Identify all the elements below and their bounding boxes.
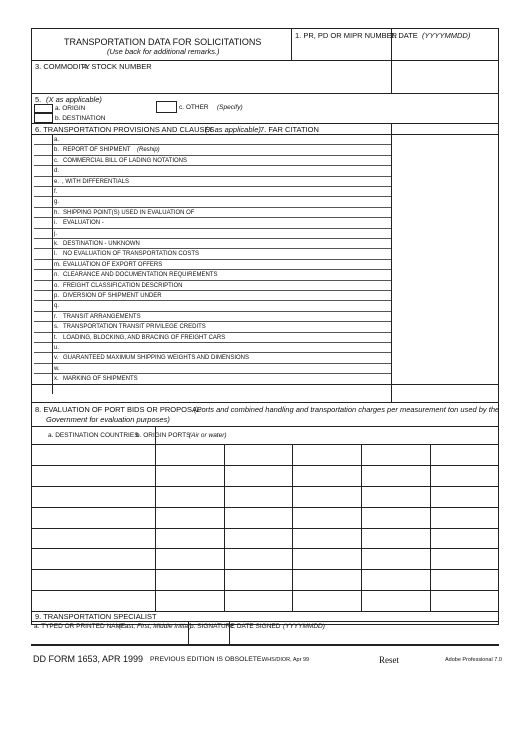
provision-row[interactable]: [34, 291, 391, 301]
port-cell-field[interactable]: [431, 529, 498, 548]
provision-letter: x.: [54, 376, 59, 383]
provision-row[interactable]: [34, 218, 391, 228]
provision-text: EVALUATION OF EXPORT OFFERS: [63, 261, 163, 268]
divider-row3: [31, 60, 499, 61]
port-cell-field[interactable]: [431, 549, 498, 568]
provision-letter: r.: [54, 313, 58, 320]
provision-row[interactable]: [34, 322, 391, 332]
port-cell-field[interactable]: [225, 529, 291, 548]
provision-letter: m.: [54, 261, 61, 268]
provision-text: , WITH DIFFERENTIALS: [62, 178, 130, 185]
provision-checkbox-column: [52, 134, 53, 394]
provision-letter: k.: [54, 241, 59, 247]
port-cell-field[interactable]: [156, 529, 223, 548]
port-cell-field[interactable]: [362, 591, 429, 610]
port-cell-field[interactable]: [431, 591, 498, 610]
date-signed-hint: (YYYYMMDD): [283, 623, 325, 630]
provision-letter: n.: [54, 272, 60, 279]
provision-row[interactable]: [34, 239, 391, 249]
port-cell-field[interactable]: [225, 549, 291, 568]
form-identifier: DD FORM 1653, APR 1999: [33, 654, 144, 664]
port-cell-field[interactable]: [32, 549, 154, 568]
divider-provisions-end: [31, 384, 499, 385]
port-cell-field[interactable]: [32, 570, 154, 589]
provision-letter: q.: [54, 303, 60, 310]
port-cell-field[interactable]: [431, 445, 498, 464]
port-cell-field[interactable]: [431, 466, 498, 485]
port-cell-field[interactable]: [156, 591, 223, 610]
provision-text: REPORT OF SHIPMENT: [63, 147, 131, 154]
date-field[interactable]: [392, 42, 498, 59]
provision-letter: t.: [54, 334, 58, 341]
port-cell-field[interactable]: [156, 570, 223, 589]
section6-label: 6. TRANSPORTATION PROVISIONS AND CLAUSES: [35, 125, 215, 134]
provision-row[interactable]: [34, 156, 391, 166]
destination-checkbox[interactable]: [34, 113, 53, 123]
provision-text: FREIGHT CLASSIFICATION DESCRIPTION: [63, 282, 183, 289]
provision-letter: l.: [54, 251, 57, 258]
port-cell-field[interactable]: [32, 445, 154, 464]
port-cell-field[interactable]: [225, 445, 291, 464]
provision-text: EVALUATION -: [63, 220, 104, 227]
section9-label: 9. TRANSPORTATION SPECIALIST: [35, 612, 157, 621]
provision-text: TRANSIT ARRANGEMENTS: [63, 313, 141, 320]
provision-row[interactable]: [34, 197, 391, 207]
provision-letter: p.: [54, 293, 60, 299]
provision-letter: v.: [54, 355, 59, 362]
divider-row5: [31, 93, 499, 94]
section9-bottom-border: [31, 644, 499, 646]
port-cell-field[interactable]: [156, 508, 223, 527]
provision-row[interactable]: [34, 343, 391, 353]
provision-letter: a.: [54, 137, 60, 143]
port-cell-field[interactable]: [225, 570, 291, 589]
far-citation-label: 7. FAR CITATION: [260, 125, 319, 134]
other-label: c. OTHER: [179, 104, 209, 111]
provision-row[interactable]: [34, 187, 391, 197]
pr-number-field[interactable]: [292, 42, 390, 59]
commodity-field[interactable]: [33, 72, 390, 92]
provision-letter: c.: [54, 157, 59, 164]
divider-s9-sub: [31, 621, 499, 622]
section8-hint-1: (Ports and combined handling and transportation charges per measurement ton used by the: [194, 405, 500, 414]
provision-row[interactable]: [34, 249, 391, 259]
provision-letter: o.: [54, 282, 60, 289]
provision-row[interactable]: [34, 301, 391, 311]
provision-text: MARKING OF SHIPMENTS: [63, 376, 138, 383]
provision-row[interactable]: [34, 177, 391, 187]
section6-hint: (X as applicable): [205, 125, 261, 134]
typed-name-label: a. TYPED OR PRINTED NAME: [34, 623, 126, 630]
destination-label: b. DESTINATION: [55, 115, 106, 122]
provision-text: DESTINATION - UNKNOWN: [63, 241, 140, 247]
divider-row3-v: [391, 60, 392, 93]
port-cell-field[interactable]: [293, 487, 360, 506]
port-cell-field[interactable]: [362, 549, 429, 568]
other-hint: (Specify): [217, 104, 243, 111]
provision-letter: u.: [54, 345, 60, 351]
provision-letter: h.: [54, 209, 60, 216]
provision-text: GUARANTEED MAXIMUM SHIPPING WEIGHTS AND DIMENSIONS: [63, 355, 250, 362]
port-cell-field[interactable]: [156, 445, 223, 464]
divider-s8-sub: [31, 426, 499, 427]
port-cell-field[interactable]: [362, 466, 429, 485]
port-cell-field[interactable]: [293, 570, 360, 589]
port-cell-field[interactable]: [431, 508, 498, 527]
signature-label: b. SIGNATURE: [190, 623, 235, 630]
whs-code: WHS/DIOR, Apr 99: [262, 657, 310, 663]
port-cell-field[interactable]: [362, 529, 429, 548]
provision-text: LOADING, BLOCKING, AND BRACING OF FREIGHT CARS: [63, 334, 226, 341]
provision-row[interactable]: [34, 333, 391, 343]
signature-field[interactable]: [189, 632, 228, 643]
origin-label: a. ORIGIN: [55, 105, 86, 112]
port-cell-field[interactable]: [431, 487, 498, 506]
provision-row[interactable]: [34, 135, 391, 145]
port-cell-field[interactable]: [293, 591, 360, 610]
provision-letter: j.: [54, 230, 57, 237]
provision-letter: w.: [54, 365, 60, 372]
provision-row[interactable]: [34, 166, 391, 176]
port-cell-field[interactable]: [293, 529, 360, 548]
port-cell-field[interactable]: [225, 466, 291, 485]
provision-row[interactable]: [34, 312, 391, 322]
port-cell-field[interactable]: [225, 487, 291, 506]
typed-name-field[interactable]: [33, 632, 187, 643]
section5-hint: (X as applicable): [46, 95, 102, 104]
origin-checkbox[interactable]: [34, 104, 53, 113]
provision-row[interactable]: [34, 270, 391, 280]
other-checkbox[interactable]: [156, 101, 177, 113]
adobe-version: Adobe Professional 7.0: [445, 657, 502, 663]
port-cell-field[interactable]: [32, 508, 154, 527]
port-cell-field[interactable]: [293, 445, 360, 464]
stock-number-label: 4. STOCK NUMBER: [83, 62, 152, 71]
provision-text: CLEARANCE AND DOCUMENTATION REQUIREMENTS: [63, 272, 218, 279]
port-cell-field[interactable]: [362, 487, 429, 506]
typed-name-hint: (Last, First, Middle Initial): [119, 623, 192, 630]
other-specify-field[interactable]: [240, 101, 496, 121]
form-title: TRANSPORTATION DATA FOR SOLICITATIONS: [64, 37, 262, 47]
provision-letter: e.: [54, 178, 60, 185]
provision-row[interactable]: [34, 281, 391, 291]
port-cell-field[interactable]: [156, 487, 223, 506]
provision-text: COMMERCIAL BILL OF LADING NOTATIONS: [63, 157, 188, 164]
reset-button[interactable]: Reset: [379, 655, 399, 665]
form-subtitle: (Use back for additional remarks.): [107, 47, 220, 56]
port-cell-field[interactable]: [225, 508, 291, 527]
port-cell-field[interactable]: [32, 466, 154, 485]
stock-number-field[interactable]: [393, 62, 497, 92]
provision-row[interactable]: [34, 364, 391, 374]
provision-text: DIVERSION OF SHIPMENT UNDER: [63, 293, 162, 299]
port-cell-field[interactable]: [32, 529, 154, 548]
date-signed-field[interactable]: [230, 632, 496, 643]
commodity-label: 3. COMMODITY: [35, 62, 91, 71]
divider-row6: [31, 123, 499, 124]
port-cell-field[interactable]: [293, 549, 360, 568]
provision-row[interactable]: [34, 208, 391, 218]
divider-section8: [31, 402, 499, 403]
provision-row[interactable]: [34, 145, 391, 155]
provision-row[interactable]: [34, 229, 391, 239]
date-label: 2. DATE: [390, 31, 418, 40]
origin-ports-hint: (Air or water): [189, 432, 227, 439]
far-column-divider: [391, 123, 392, 403]
provision-row[interactable]: [34, 353, 391, 363]
obsolete-notice: PREVIOUS EDITION IS OBSOLETE.: [150, 656, 264, 663]
date-signed-label: c. DATE SIGNED: [230, 623, 281, 630]
section5-label: 5.: [35, 95, 42, 104]
port-cell-field[interactable]: [431, 570, 498, 589]
port-cell-field[interactable]: [362, 445, 429, 464]
port-cell-field[interactable]: [225, 591, 291, 610]
provision-letter: s.: [54, 324, 59, 331]
provision-text: TRANSPORTATION TRANSIT PRIVILEGE CREDITS: [63, 324, 206, 331]
provision-text: SHIPPING POINT(S) USED IN EVALUATION OF: [63, 209, 195, 216]
port-cell-field[interactable]: [362, 508, 429, 527]
port-cell-field[interactable]: [293, 466, 360, 485]
provision-letter: d.: [54, 168, 60, 175]
provision-letter: i.: [54, 220, 57, 227]
provision-letter: b.: [54, 147, 60, 154]
provision-letter: g.: [54, 199, 60, 206]
port-cell-field[interactable]: [32, 591, 154, 610]
port-cell-field[interactable]: [362, 570, 429, 589]
destination-countries-header: a. DESTINATION COUNTRIES: [48, 432, 139, 439]
provision-row[interactable]: [34, 260, 391, 270]
pr-number-label: 1. PR, PD OR MIPR NUMBER: [295, 31, 398, 40]
section8-label: 8. EVALUATION OF PORT BIDS OR PROPOSAL: [35, 405, 202, 414]
provision-text: NO EVALUATION OF TRANSPORTATION COSTS: [63, 251, 200, 258]
provision-hint: (Reship): [137, 147, 160, 154]
section8-hint-2: Government for evaluation purposes): [46, 415, 170, 424]
date-hint: (YYYYMMDD): [422, 31, 471, 40]
port-cell-field[interactable]: [156, 466, 223, 485]
origin-ports-header: b. ORIGIN PORTS: [136, 432, 191, 439]
provision-letter: f.: [54, 189, 58, 195]
port-cell-field[interactable]: [293, 508, 360, 527]
port-cell-field[interactable]: [156, 549, 223, 568]
port-cell-field[interactable]: [32, 487, 154, 506]
